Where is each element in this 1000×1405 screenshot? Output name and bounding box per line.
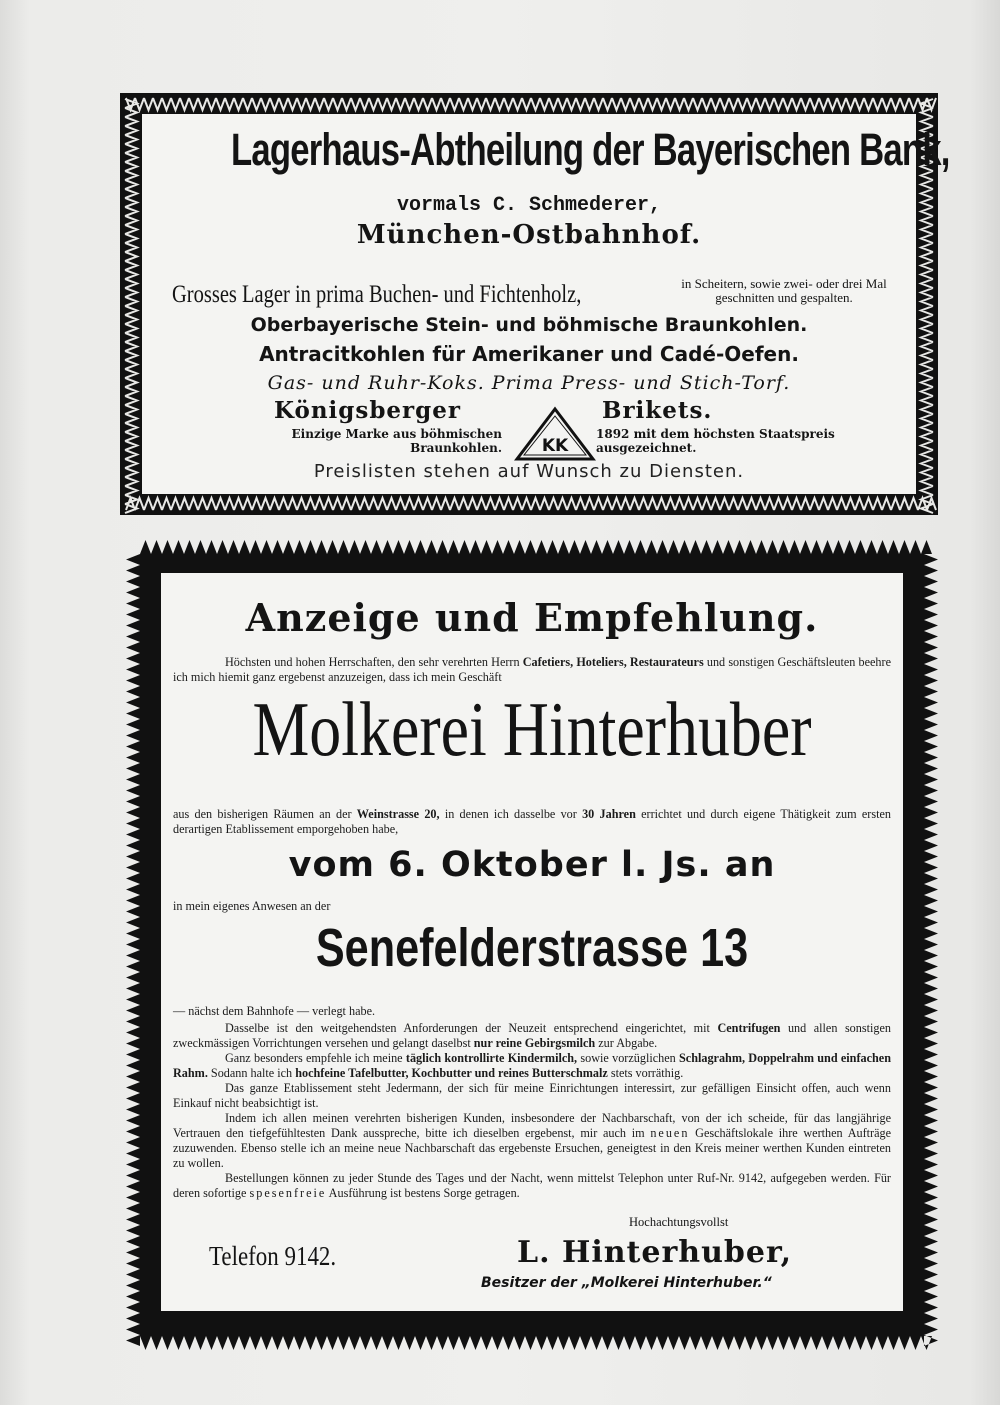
dairy-ad-own-premises: in mein eigenes Anwesen an der xyxy=(173,899,331,913)
dairy-ad-owner: Besitzer der „Molkerei Hinterhuber.“ xyxy=(481,1275,772,1291)
bank-ad-wood: Grosses Lager in prima Buchen- und Fichtenholz, xyxy=(172,281,582,308)
dairy-ad-paragraph-products: Ganz besonders empfehle ich meine täglich kontrollirte Kindermilch, sowie vorzüglichen Schlagrahm, Doppelrahm und einfachen Rahm. Sodann halte ich hochfeine Tafelbutter, Kochbutter und reines Butterschmalz stets vorräthig. xyxy=(173,1051,891,1080)
dairy-ad-phone: Telefon 9142. xyxy=(209,1241,337,1271)
bank-ad-brand-left-note: Einzige Marke aus böhmischen Braunkohlen. xyxy=(291,427,502,455)
dairy-ad-body xyxy=(173,1021,891,1201)
bank-ad-wood-note: in Scheitern, sowie zwei- oder drei Mal geschnitten und gespalten. xyxy=(681,276,887,305)
bank-ad-formerly: vormals C. Schmederer, xyxy=(396,194,662,217)
bank-ad-brand-right: Brikets. xyxy=(602,397,713,424)
bank-ad-title: Lagerhaus-Abtheilung der Bayerischen Bank, xyxy=(231,124,950,175)
dairy-ad-date: vom 6. Oktober l. Js. an xyxy=(288,845,776,885)
dairy-ad-content xyxy=(158,570,906,1314)
kk-logo-icon xyxy=(514,406,596,462)
dairy-ad-street: Senefelderstrasse 13 xyxy=(315,918,749,978)
dairy-ad-business-name: Molkerei Hinterhuber xyxy=(252,686,812,772)
svg-text:KK: KK xyxy=(541,436,569,456)
bank-ad-anthracite: Antracitkohlen für Amerikaner und Cadé-Oefen. xyxy=(259,342,799,366)
dairy-ad-paragraph-orders: Bestellungen können zu jeder Stunde des Tages und der Nacht, wenn mittelst Telephon unter Ruf-Nr. 9142, aufgegeben werden. Für deren sofortige spesenfreie Ausführung ist bestens Sorge getragen. xyxy=(173,1171,891,1200)
bank-ad-coal: Oberbayerische Stein- und böhmische Braunkohlen. xyxy=(250,314,808,336)
bank-ad-brand-right-note: 1892 mit dem höchsten Staatspreis ausgezeichnet. xyxy=(596,427,835,455)
bank-advertisement xyxy=(120,93,950,515)
dairy-ad-signature: L. Hinterhuber, xyxy=(517,1235,793,1270)
dairy-ad-near-station: — nächst dem Bahnhofe — verlegt habe. xyxy=(173,1004,376,1018)
dairy-advertisement xyxy=(126,540,938,1350)
dairy-ad-title: Anzeige und Empfehlung. xyxy=(245,595,819,640)
bank-ad-brand-left: Königsberger xyxy=(274,397,461,424)
dairy-ad-regards: Hochachtungsvollst xyxy=(629,1215,729,1229)
bank-ad-content xyxy=(142,114,950,494)
dairy-ad-intro: Höchsten und hohen Herrschaften, den sehr verehrten Herrn Cafetiers, Hoteliers, Restaurateurs und sonstigen Geschäftsleuten beehre ich mich hiemit ganz ergebenst anzuzeigen, dass ich mein Geschäft xyxy=(173,655,891,684)
dairy-ad-moved-text: aus den bisherigen Räumen an der Weinstrasse 20, in denen ich dasselbe vor 30 Jahren errichtet und durch eigene Thätigkeit zum ersten derartigen Etablissement emporgehoben habe, xyxy=(173,807,891,836)
dairy-ad-paragraph-visit: Das ganze Etablissement steht Jedermann, der sich für meine Einrichtungen interessirt, zur gefälligen Einsicht offen, auch wenn Einkauf nicht beabsichtigt ist. xyxy=(173,1081,891,1110)
dairy-ad-paragraph-equipment: Dasselbe ist den weitgehendsten Anforderungen der Neuzeit entsprechend eingerichtet, mit Centrifugen und allen sonstigen zweckmässigen Vorrichtungen versehen und gelangt daselbst nur reine Gebirgsmilch zur Abgabe. xyxy=(173,1021,891,1050)
bank-ad-coke: Gas- und Ruhr-Koks. Prima Press- und Stich-Torf. xyxy=(267,372,791,394)
bank-ad-location: München-Ostbahnhof. xyxy=(356,220,702,250)
bank-ad-pricelist: Preislisten stehen auf Wunsch zu Diensten. xyxy=(313,461,745,482)
dairy-ad-paragraph-thanks: Indem ich allen meinen verehrten bisherigen Kunden, insbesondere der Nachbarschaft, von der ich scheide, für das langjährige Vertrauen den tiefgefühltesten Dank ausspreche, bitte ich dieselben ergebenst, mir auch im neuen Geschäftslokale ihre werthen Aufträge zuzuwenden. Ebenso stelle ich an meine neue Nachbarschaft das ergebenste Ersuchen, geneigtest in den Kreis meiner werthen Kunden eintreten zu wollen. xyxy=(173,1111,892,1170)
